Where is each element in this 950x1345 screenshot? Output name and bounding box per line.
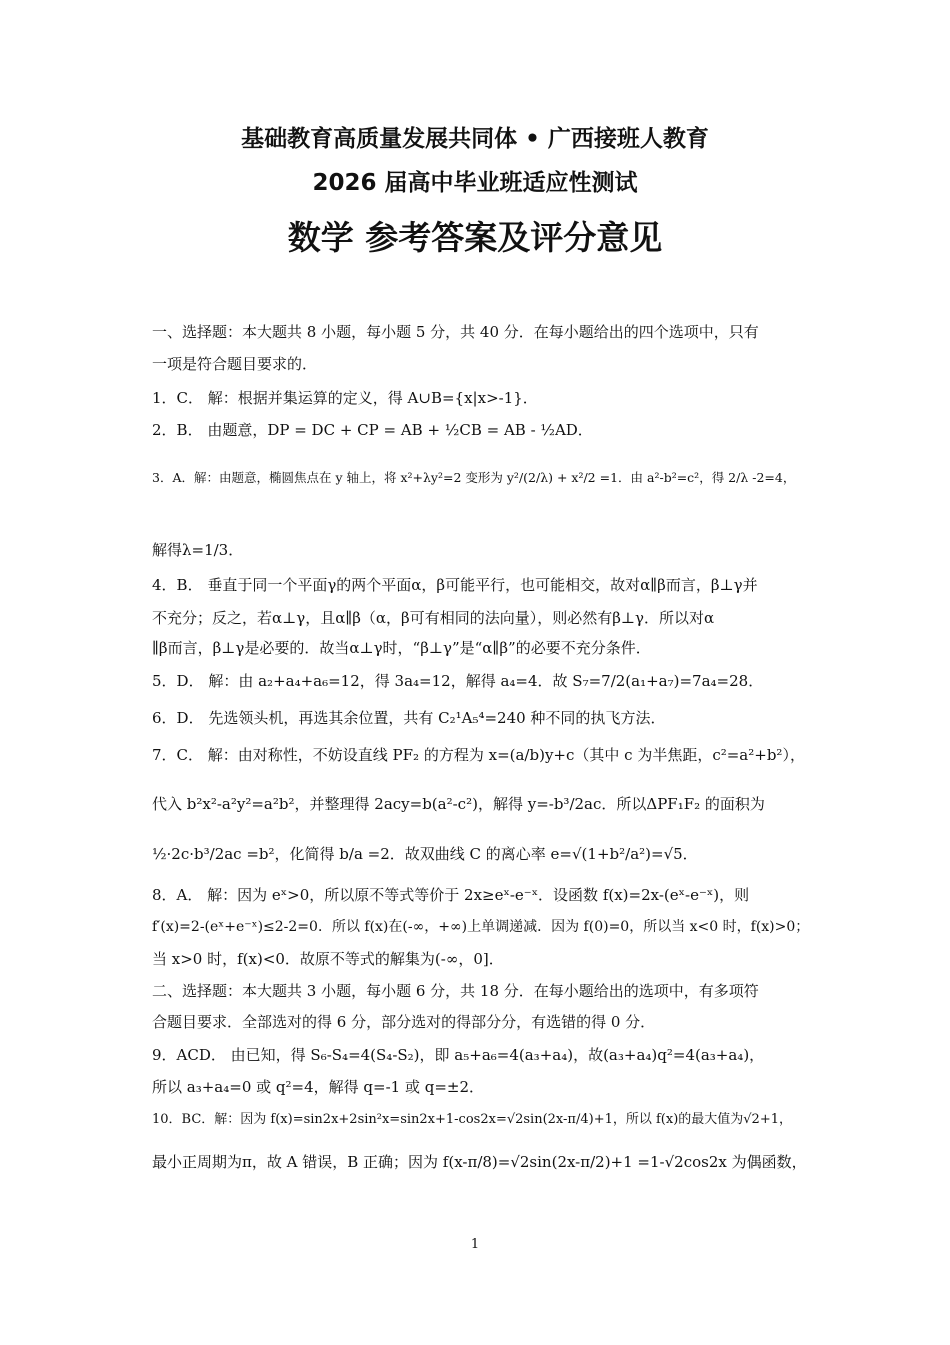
answer-1: 1．C． 解：根据并集运算的定义，得 A∪B={x|x>-1}．	[152, 389, 538, 407]
answer-10-cont: 最小正周期为π，故 A 错误，B 正确；因为 f(x-π/8)=√2sin(2x-π/2)+1 =1-√2cos2x 为偶函数，	[152, 1153, 807, 1171]
answer-8: 8．A． 解：因为 eˣ>0，所以原不等式等价于 2x≥eˣ-e⁻ˣ．设函数 f(x)=2x-(eˣ-e⁻ˣ)，则	[152, 886, 750, 904]
answer-4-cont: ∥β而言，β⊥γ是必要的．故当α⊥γ时，“β⊥γ”是“α∥β”的必要不充分条件．	[152, 639, 651, 657]
header-exam-title: 2026 届高中毕业班适应性测试	[312, 170, 638, 196]
answer-9: 9．ACD． 由已知，得 S₆-S₄=4(S₄-S₂)，即 a₅+a₆=4(a₃+a₄)，故(a₃+a₄)q²=4(a₃+a₄)，	[152, 1046, 765, 1064]
header-subject-title: 数学 参考答案及评分意见	[287, 218, 663, 257]
answer-3: 3．A．解：由题意，椭圆焦点在 y 轴上，将 x²+λy²=2 变形为 y²/(2/λ) + x²/2 =1．由 a²-b²=c²，得 2/λ -2=4，	[152, 470, 796, 485]
answer-6: 6．D． 先选领头机，再选其余位置，共有 C₂¹A₅⁴=240 种不同的执飞方法．	[152, 709, 666, 727]
answer-2: 2．B． 由题意，DP = DC + CP = AB + ½CB = AB - ½AD．	[152, 421, 593, 439]
answer-8-cont: 当 x>0 时，f(x)<0．故原不等式的解集为(-∞，0]．	[152, 950, 504, 968]
answer-3-cont: 解得λ=1/3．	[152, 541, 244, 559]
section-2-intro-cont: 合题目要求．全部选对的得 6 分，部分选对的得部分分，有选错的得 0 分．	[152, 1013, 656, 1031]
answer-9-cont: 所以 a₃+a₄=0 或 q²=4，解得 q=-1 或 q=±2．	[152, 1078, 484, 1096]
answer-8-cont: f′(x)=2-(eˣ+e⁻ˣ)≤2-2=0．所以 f(x)在(-∞，+∞)上单调递减．因为 f(0)=0，所以当 x<0 时，f(x)>0；	[152, 919, 810, 935]
answer-4: 4．B． 垂直于同一个平面γ的两个平面α，β可能平行，也可能相交，故对α∥β而言，β⊥γ并	[152, 576, 758, 594]
answer-4-cont: 不充分；反之，若α⊥γ，且α∥β（α，β可有相同的法向量），则必然有β⊥γ．所以对α	[152, 609, 715, 627]
answer-7: 7．C． 解：由对称性，不妨设直线 PF₂ 的方程为 x=(a/b)y+c（其中 c 为半焦距，c²=a²+b²），	[152, 746, 805, 764]
section-2-intro: 二、选择题：本大题共 3 小题，每小题 6 分，共 18 分．在每小题给出的选项中，有多项符	[152, 982, 759, 1000]
answer-10: 10．BC．解：因为 f(x)=sin2x+2sin²x=sin2x+1-cos2x=√2sin(2x-π/4)+1，所以 f(x)的最大值为√2+1，	[152, 1112, 792, 1127]
section-1-intro-cont: 一项是符合题目要求的．	[152, 355, 318, 373]
section-1-intro: 一、选择题：本大题共 8 小题，每小题 5 分，共 40 分．在每小题给出的四个选项中，只有	[152, 323, 759, 341]
page-number: 1	[470, 1237, 480, 1252]
answer-7-cont: 代入 b²x²-a²y²=a²b²，并整理得 2acy=b(a²-c²)，解得 y=-b³/2ac．所以ΔPF₁F₂ 的面积为	[152, 795, 765, 813]
answer-7-cont: ½·2c·b³/2ac =b²，化简得 b/a =2．故双曲线 C 的离心率 e=√(1+b²/a²)=√5．	[152, 845, 698, 863]
header-organization: 基础教育高质量发展共同体 • 广西接班人教育	[241, 126, 709, 152]
answer-5: 5．D． 解：由 a₂+a₄+a₆=12，得 3a₄=12，解得 a₄=4．故 S₇=7/2(a₁+a₇)=7a₄=28．	[152, 672, 764, 690]
